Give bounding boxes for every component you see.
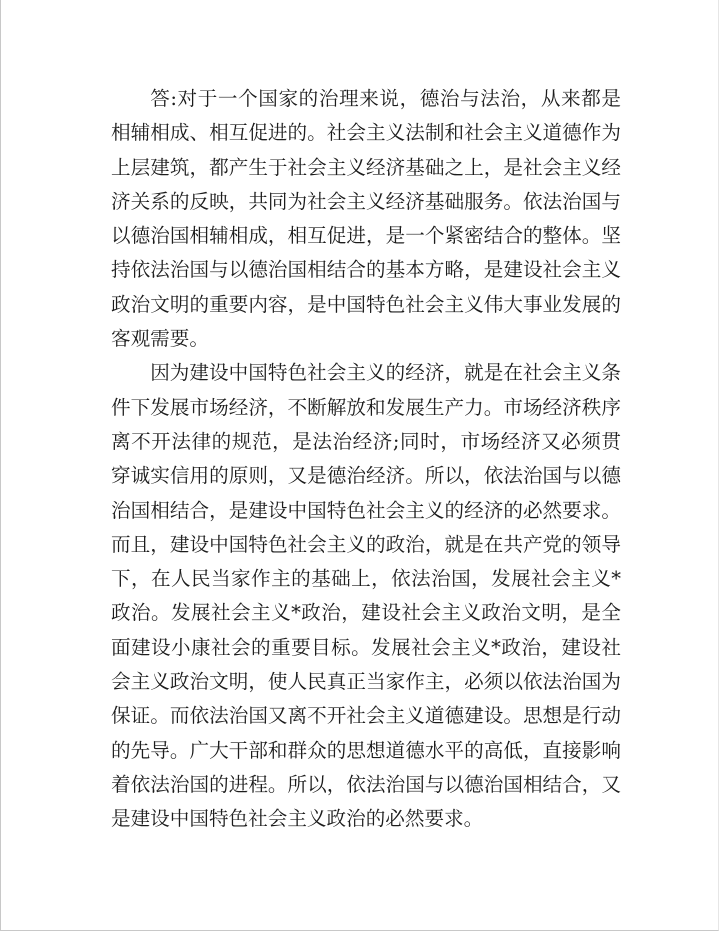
paragraph-economy-politics: 因为建设中国特色社会主义的经济，就是在社会主义条件下发展市场经济，不断解放和发展生产力。市场经济秩序离不开法律的规范，是法治经济;同时，市场经济又必须贯穿诚实信用的原则，又是德治经济。所以，依法治国与以德治国相结合，是建设中国特色社会主义的经济的必然要求。而且，建设中国特色社会主义的政治，就是在共产党的领导下，在人民当家作主的基础上，依法治国，发展社会主义*政治。发展社会主义*政治，建设社会主义政治文明，是全面建设小康社会的重要目标。发展社会主义*政治，建设社会主义政治文明，使人民真正当家作主，必须以依法治国为保证。而依法治国又离不开社会主义道德建设。思想是行动的先导。广大干部和群众的思想道德水平的高低，直接影响着依法治国的进程。所以，依法治国与以德治国相结合，又是建设中国特色社会主义政治的必然要求。: [111, 361, 621, 831]
document-body: [111, 82, 621, 837]
paragraph-answer-intro: 答:对于一个国家的治理来说，德治与法治，从来都是相辅相成、相互促进的。社会主义法制和社会主义道德作为上层建筑，都产生于社会主义经济基础之上，是社会主义经济关系的反映，共同为社会主义经济基础服务。依法治国与以德治国相辅相成，相互促进，是一个紧密结合的整体。坚持依法治国与以德治国相结合的基本方略，是建设社会主义政治文明的重要内容，是中国特色社会主义伟大事业发展的客观需要。: [111, 87, 621, 351]
